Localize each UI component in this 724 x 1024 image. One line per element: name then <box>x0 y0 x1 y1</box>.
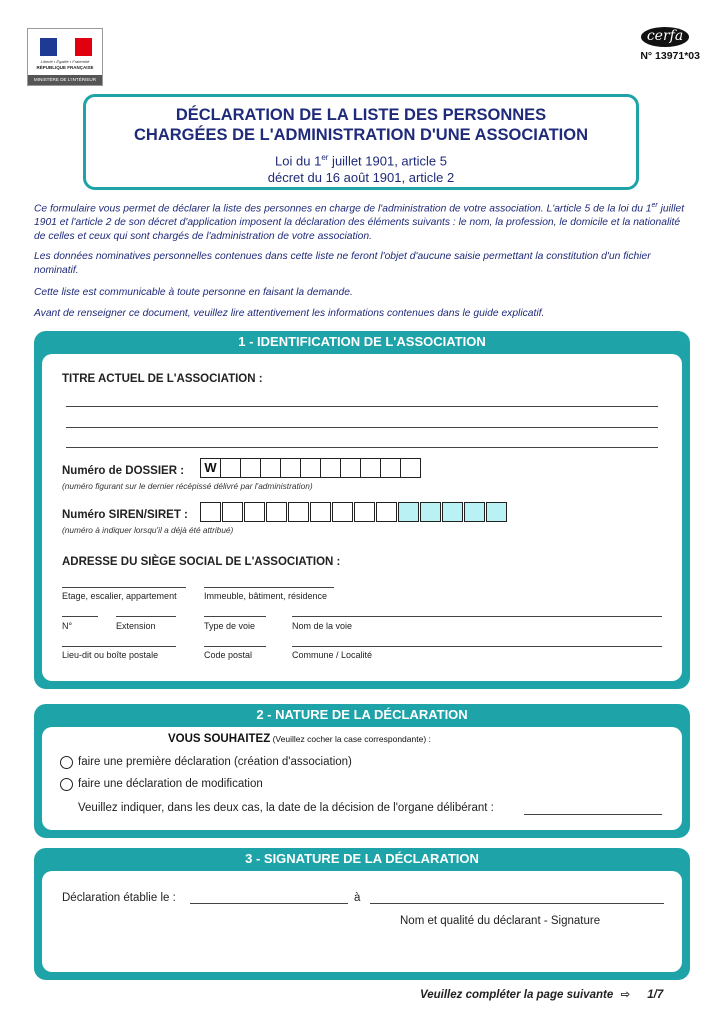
section-1-body <box>42 354 682 681</box>
etablie-date-line[interactable] <box>190 903 348 904</box>
numero-line[interactable] <box>62 616 98 617</box>
footer <box>420 987 694 1001</box>
dossier-box[interactable] <box>380 458 401 478</box>
code-postal-label: Code postal <box>204 650 253 660</box>
titre-line-1[interactable] <box>66 406 658 407</box>
siren-note: (numéro à indiquer lorsqu'il a déjà été attribué) <box>62 525 234 535</box>
siret-box[interactable] <box>486 502 507 522</box>
section-2-body <box>42 727 682 830</box>
titre-label: TITRE ACTUEL DE L'ASSOCIATION : <box>62 373 263 385</box>
dossier-box[interactable] <box>240 458 261 478</box>
signature-label: Nom et qualité du déclarant - Signature <box>400 915 601 927</box>
dossier-box: W <box>200 458 221 478</box>
dossier-box[interactable] <box>340 458 361 478</box>
type-voie-label: Type de voie <box>204 621 256 631</box>
option-modification-radio[interactable] <box>60 778 73 791</box>
section-nature <box>34 704 690 838</box>
immeuble-line[interactable] <box>204 587 334 588</box>
a-label: à <box>354 892 361 904</box>
nom-voie-line[interactable] <box>292 616 662 617</box>
title-line-1: DÉCLARATION DE LA LISTE DES PERSONNES <box>175 106 547 124</box>
commune-line[interactable] <box>292 646 662 647</box>
dossier-label: Numéro de DOSSIER : <box>62 465 185 477</box>
page-number: 1/7 <box>647 989 664 1001</box>
ministry-logo <box>27 28 103 86</box>
souhaitez-line: VOUS SOUHAITEZ (Veuillez cocher la case correspondante) : <box>168 733 431 745</box>
section-signature <box>34 848 690 980</box>
type-voie-line[interactable] <box>204 616 266 617</box>
dossier-note: (numéro figurant sur le dernier récépissé délivré par l'administration) <box>62 481 313 491</box>
decree-reference: décret du 16 août 1901, article 2 <box>267 170 455 186</box>
commune-label: Commune / Localité <box>292 650 373 660</box>
lieu-line[interactable] <box>370 903 664 904</box>
lieu-dit-line[interactable] <box>62 646 176 647</box>
titre-line-2[interactable] <box>66 427 658 428</box>
cerfa-logo: cerfa <box>641 27 689 47</box>
footer-text: Veuillez compléter la page suivante <box>420 989 614 1001</box>
dossier-box[interactable] <box>400 458 421 478</box>
siren-box[interactable] <box>244 502 265 522</box>
law-reference: Loi du 1er juillet 1901, article 5 <box>275 153 447 169</box>
lieu-dit-label: Lieu-dit ou boîte postale <box>62 650 159 660</box>
dossier-box[interactable] <box>300 458 321 478</box>
extension-label: Extension <box>116 621 156 631</box>
siren-box[interactable] <box>200 502 221 522</box>
etage-line[interactable] <box>62 587 186 588</box>
option-creation-radio[interactable] <box>60 756 73 769</box>
adresse-label: ADRESSE DU SIÈGE SOCIAL DE L'ASSOCIATION : <box>62 556 341 568</box>
logo-republic: RÉPUBLIQUE FRANÇAISE <box>36 65 94 70</box>
marianne-flag-icon <box>40 38 92 56</box>
section-2-title: 2 - NATURE DE LA DÉCLARATION <box>256 707 468 722</box>
intro-paragraph-1: Ce formulaire vous permet de déclarer la liste des personnes en charge de l'administration de votre association. L'article 5 de la loi du 1er juillet 1901 et l'article 2 de son décret d'application imposent la déclaration des éléments suivants : le nom, la profession, le domicile et la nationalité de celles et ceux qui sont chargés de l'administration de votre association. <box>34 202 685 243</box>
date-decision-line[interactable] <box>524 814 662 815</box>
siret-box[interactable] <box>464 502 485 522</box>
titre-line-3[interactable] <box>66 447 658 448</box>
logo-motto: Liberté • Égalité • Fraternité <box>40 59 90 64</box>
dossier-box[interactable] <box>280 458 301 478</box>
siren-box[interactable] <box>376 502 397 522</box>
date-decision-label: Veuillez indiquer, dans les deux cas, la date de la décision de l'organe délibérant : <box>78 802 494 814</box>
dossier-number-field[interactable] <box>200 458 430 478</box>
siret-box[interactable] <box>442 502 463 522</box>
siren-box[interactable] <box>310 502 331 522</box>
nom-voie-label: Nom de la voie <box>292 621 353 631</box>
dossier-box[interactable] <box>360 458 381 478</box>
cerfa-number: N° 13971*03 <box>640 50 700 62</box>
title-box <box>83 94 639 190</box>
title-line-2: CHARGÉES DE L'ADMINISTRATION D'UNE ASSOCIATION <box>134 126 588 144</box>
option-modification-label: faire une déclaration de modification <box>78 778 263 790</box>
option-creation-label: faire une première déclaration (création d'association) <box>78 756 352 768</box>
intro-paragraph-3: Cette liste est communicable à toute personne en faisant la demande. <box>34 287 353 298</box>
intro-paragraph-4: Avant de renseigner ce document, veuillez lire attentivement les informations contenues dans le guide explicatif. <box>34 308 545 319</box>
section-3-title: 3 - SIGNATURE DE LA DÉCLARATION <box>245 851 479 866</box>
siren-box[interactable] <box>266 502 287 522</box>
siret-box[interactable] <box>420 502 441 522</box>
logo-ministry: MINISTÈRE DE L'INTÉRIEUR <box>28 75 102 85</box>
code-postal-line[interactable] <box>204 646 266 647</box>
intro-paragraph-2: Les données nominatives personnelles contenues dans cette liste ne feront l'objet d'aucune saisie permettant la constitution d'un fichier nominatif. <box>34 251 651 276</box>
immeuble-label: Immeuble, bâtiment, résidence <box>204 591 328 601</box>
etage-label: Etage, escalier, appartement <box>62 591 177 601</box>
section-1-title: 1 - IDENTIFICATION DE L'ASSOCIATION <box>238 334 486 349</box>
siren-label: Numéro SIREN/SIRET : <box>62 509 188 521</box>
dossier-box[interactable] <box>220 458 241 478</box>
siret-box[interactable] <box>398 502 419 522</box>
siren-box[interactable] <box>222 502 243 522</box>
section-3-body <box>42 871 682 972</box>
arrow-right-icon: ⇨ <box>620 989 631 1001</box>
siren-box[interactable] <box>288 502 309 522</box>
section-identification <box>34 331 690 689</box>
dossier-box[interactable] <box>320 458 341 478</box>
siren-number-field[interactable] <box>200 502 510 522</box>
siren-box[interactable] <box>354 502 375 522</box>
numero-label: N° <box>62 621 73 631</box>
siren-box[interactable] <box>332 502 353 522</box>
etablie-label: Déclaration établie le : <box>62 892 176 904</box>
dossier-box[interactable] <box>260 458 281 478</box>
extension-line[interactable] <box>116 616 176 617</box>
